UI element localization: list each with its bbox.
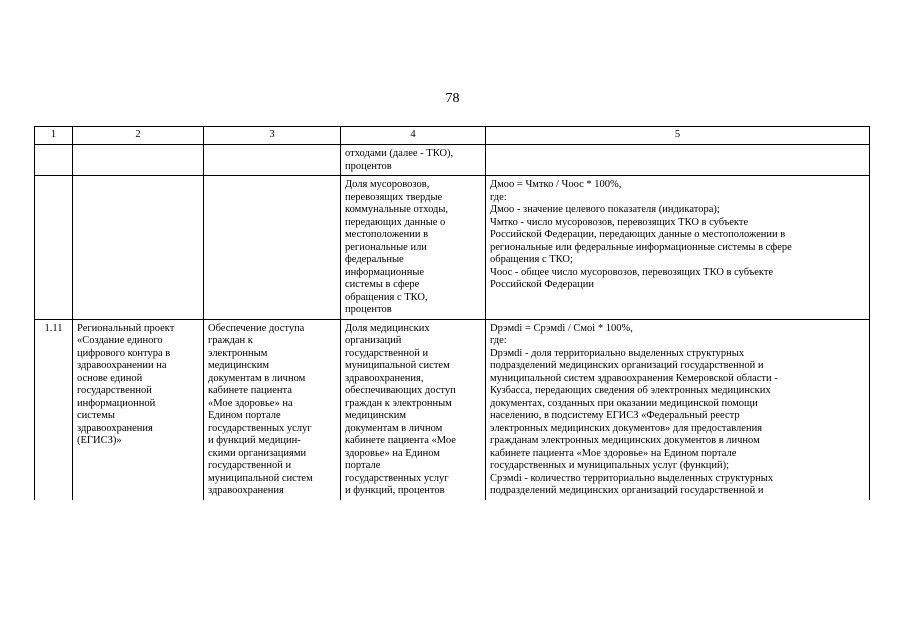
table-cell-c3	[204, 319, 341, 500]
cell-text-line: здравоохранения,	[345, 372, 424, 384]
cell-text-line: граждан к электронным	[345, 397, 452, 409]
column-header-1: 1	[35, 127, 73, 145]
cell-text-line: Доля медицинских	[345, 322, 430, 334]
column-header-5: 5	[486, 127, 870, 145]
column-header-2: 2	[73, 127, 204, 145]
table-cell-c3	[204, 145, 341, 176]
cell-text-line: Dрэмdi - доля территориально выделенных структурных	[490, 347, 745, 359]
cell-text-line: здоровье» на Едином	[345, 447, 440, 459]
cell-text-line: отходами (далее - ТКО),	[345, 148, 454, 159]
cell-text-line: «Мое здоровье» на	[208, 397, 293, 409]
cell-text-line: и функций, процентов	[345, 485, 445, 496]
cell-text-line: Дмоо = Чмтко / Чоос * 100%,	[490, 179, 622, 190]
indicator-table	[34, 126, 870, 500]
cell-text-line: Чоос - общее число мусоровозов, перевозящих ТКО в субъекте	[490, 266, 774, 278]
cell-text-line: медицинским	[208, 360, 270, 371]
cell-text-line: Российской Федерации, передающих данные о местоположении в	[490, 229, 786, 240]
table-cell-c3	[204, 176, 341, 320]
cell-text-line: региональные или	[345, 241, 427, 253]
cell-text-line: государственных и муниципальных услуг (функций);	[490, 460, 730, 471]
cell-text-line: передающих данные о	[345, 216, 446, 228]
cell-text-line: процентов	[345, 304, 392, 315]
cell-text-line: Дмоо - значение целевого показателя (индикатора);	[490, 204, 720, 215]
cell-text-line: гражданам электронных медицинских документов в личном	[490, 435, 760, 446]
table-row	[35, 176, 870, 320]
cell-text-line: портале	[345, 460, 381, 471]
table-cell-c1	[35, 145, 73, 176]
table-cell-c1	[35, 176, 73, 320]
cell-text-line: «Создание единого	[77, 335, 163, 346]
cell-text-line: здравоохранения	[77, 422, 153, 434]
cell-text-line: Региональный проект	[77, 322, 175, 334]
cell-text-line: электронных медицинских документов» для предоставления	[490, 422, 763, 434]
page-number: 78	[445, 91, 460, 106]
cell-text-line: муниципальной систем	[345, 360, 450, 371]
cell-text-line: Кузбасса, передающих сведения об электронных медицинских	[490, 385, 771, 396]
table-cell-c4	[341, 319, 486, 500]
cell-text-line: государственных услуг	[208, 422, 312, 434]
cell-text-line: здравоохранения	[208, 485, 284, 496]
cell-text-line: цифрового контура в	[77, 347, 171, 359]
cell-text-line: подразделений медицинских организаций государственной и	[490, 485, 764, 496]
cell-text-line: государственной и	[208, 460, 292, 471]
cell-text-line: граждан к	[208, 335, 253, 346]
cell-text-line: Обеспечение доступа	[208, 322, 305, 334]
cell-text-line: документам в личном	[208, 372, 306, 384]
cell-text-line: кабинете пациента «Мое здоровье» на Едином портале	[490, 447, 737, 459]
cell-text-line: государственной	[77, 385, 152, 396]
cell-text-line: перевозящих твердые	[345, 191, 443, 203]
cell-text-line: муниципальной систем здравоохранения Кемеровской области -	[490, 372, 778, 384]
cell-text-line: населению, в подсистему ЕГИСЗ «Федеральный реестр	[490, 410, 740, 421]
cell-text-line: здравоохранении на	[77, 360, 167, 371]
cell-text-line: обеспечивающих доступ	[345, 385, 456, 396]
cell-text-line: региональные или федеральные информационные системы в сфере	[490, 241, 792, 253]
cell-text-line: где:	[490, 335, 507, 346]
cell-text-line: медицинским	[345, 410, 407, 421]
cell-text-line: подразделений медицинских организаций государственной и	[490, 360, 764, 371]
cell-text-line: Срэмdi - количество территориально выделенных структурных	[490, 472, 774, 484]
cell-text-line: кабинете пациента	[208, 385, 292, 396]
cell-text-line: кабинете пациента «Мое	[345, 435, 456, 446]
cell-text-line: местоположении в	[345, 229, 429, 240]
cell-text-line: документах, созданных при оказании медицинской помощи	[490, 397, 758, 409]
cell-text-line: электронным	[208, 347, 268, 359]
table-cell-c5	[486, 145, 870, 176]
table-row	[35, 145, 870, 176]
table-cell-c4	[341, 176, 486, 320]
cell-text-line: муниципальной систем	[208, 472, 313, 484]
cell-text-line: документам в личном	[345, 422, 443, 434]
cell-text-line: (ЕГИСЗ)»	[77, 435, 122, 446]
cell-text-line: обращения с ТКО,	[345, 291, 428, 303]
cell-text-line: основе единой	[77, 372, 143, 384]
table-cell-c2	[73, 319, 204, 500]
cell-text-line: и функций медицин-	[208, 435, 301, 446]
cell-text-line: системы в сфере	[345, 279, 420, 290]
cell-text-line: Dрэмdi = Срэмdi / Cмoi * 100%,	[490, 322, 633, 334]
cell-text-line: организаций	[345, 335, 402, 346]
cell-text-line: Едином портале	[208, 410, 281, 421]
cell-text-line: государственных услуг	[345, 472, 449, 484]
table-cell-c5	[486, 319, 870, 500]
cell-text-line: Чмтко - число мусоровозов, перевозящих ТКО в субъекте	[490, 216, 749, 228]
cell-text-line: системы	[77, 410, 115, 421]
column-header-4: 4	[341, 127, 486, 145]
table-cell-c2	[73, 145, 204, 176]
table-row	[35, 319, 870, 500]
table-cell-c2	[73, 176, 204, 320]
table-header-row	[35, 127, 870, 145]
cell-text-line: скими организациями	[208, 447, 307, 459]
cell-text-line: государственной и	[345, 347, 429, 359]
table-cell-c1: 1.11	[35, 319, 73, 500]
cell-text-line: процентов	[345, 160, 392, 172]
cell-text-line: где:	[490, 191, 507, 203]
cell-text-line: Доля мусоровозов,	[345, 179, 430, 190]
table-cell-c5	[486, 176, 870, 320]
cell-text-line: федеральные	[345, 254, 404, 265]
cell-text-line: информационные	[345, 266, 425, 278]
cell-text-line: информационной	[77, 397, 156, 409]
column-header-3: 3	[204, 127, 341, 145]
cell-text-line: Российской Федерации	[490, 279, 594, 290]
table-cell-c4	[341, 145, 486, 176]
cell-text-line: коммунальные отходы,	[345, 204, 449, 215]
cell-text-line: обращения с ТКО;	[490, 254, 573, 265]
